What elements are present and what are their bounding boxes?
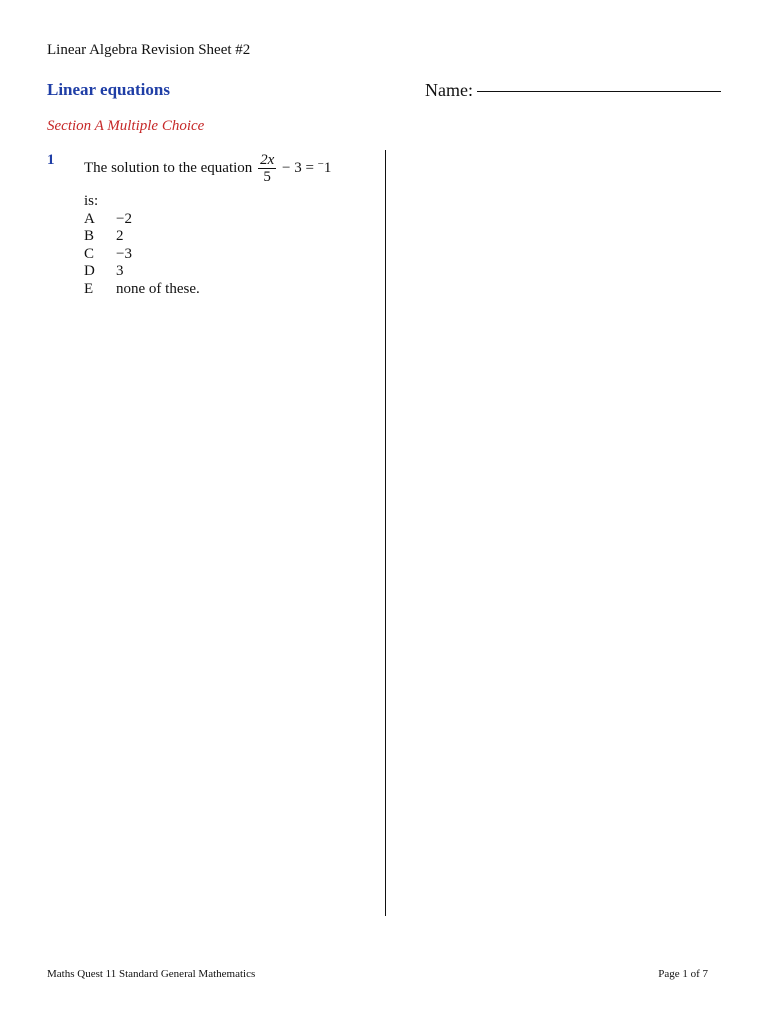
document-top-title: Linear Algebra Revision Sheet #2 [47, 42, 251, 58]
question-1-option-a: A −2 [84, 210, 132, 227]
question-1 [84, 152, 364, 298]
column-divider [385, 150, 386, 916]
name-label: Name: [425, 80, 473, 100]
question-1-stem: The solution to the equation $\frac{2x}{5}$ − 3 = −1 [84, 152, 332, 185]
question-number-1: 1 [47, 152, 55, 168]
question-1-text-after: is: [84, 193, 99, 209]
name-field [425, 80, 721, 101]
section-title: Section A Multiple Choice [47, 118, 205, 134]
option-text: −2 [116, 210, 132, 227]
footer-right: Page 1 of 7 [658, 968, 708, 980]
footer-left: Maths Quest 11 Standard General Mathematics [47, 968, 256, 980]
question-1-option-c: C −3 [84, 245, 132, 262]
question-1-option-b: B 2 [84, 228, 124, 244]
page-heading: Linear equations [47, 80, 170, 99]
question-1-option-e: E none of these. [84, 280, 200, 297]
name-underline [477, 91, 721, 92]
question-1-frac: $\frac{2x}{5}$ [260, 152, 275, 185]
question-1-text-before: The solution to the equation [84, 159, 253, 176]
question-1-option-d: D 3 [84, 263, 124, 279]
